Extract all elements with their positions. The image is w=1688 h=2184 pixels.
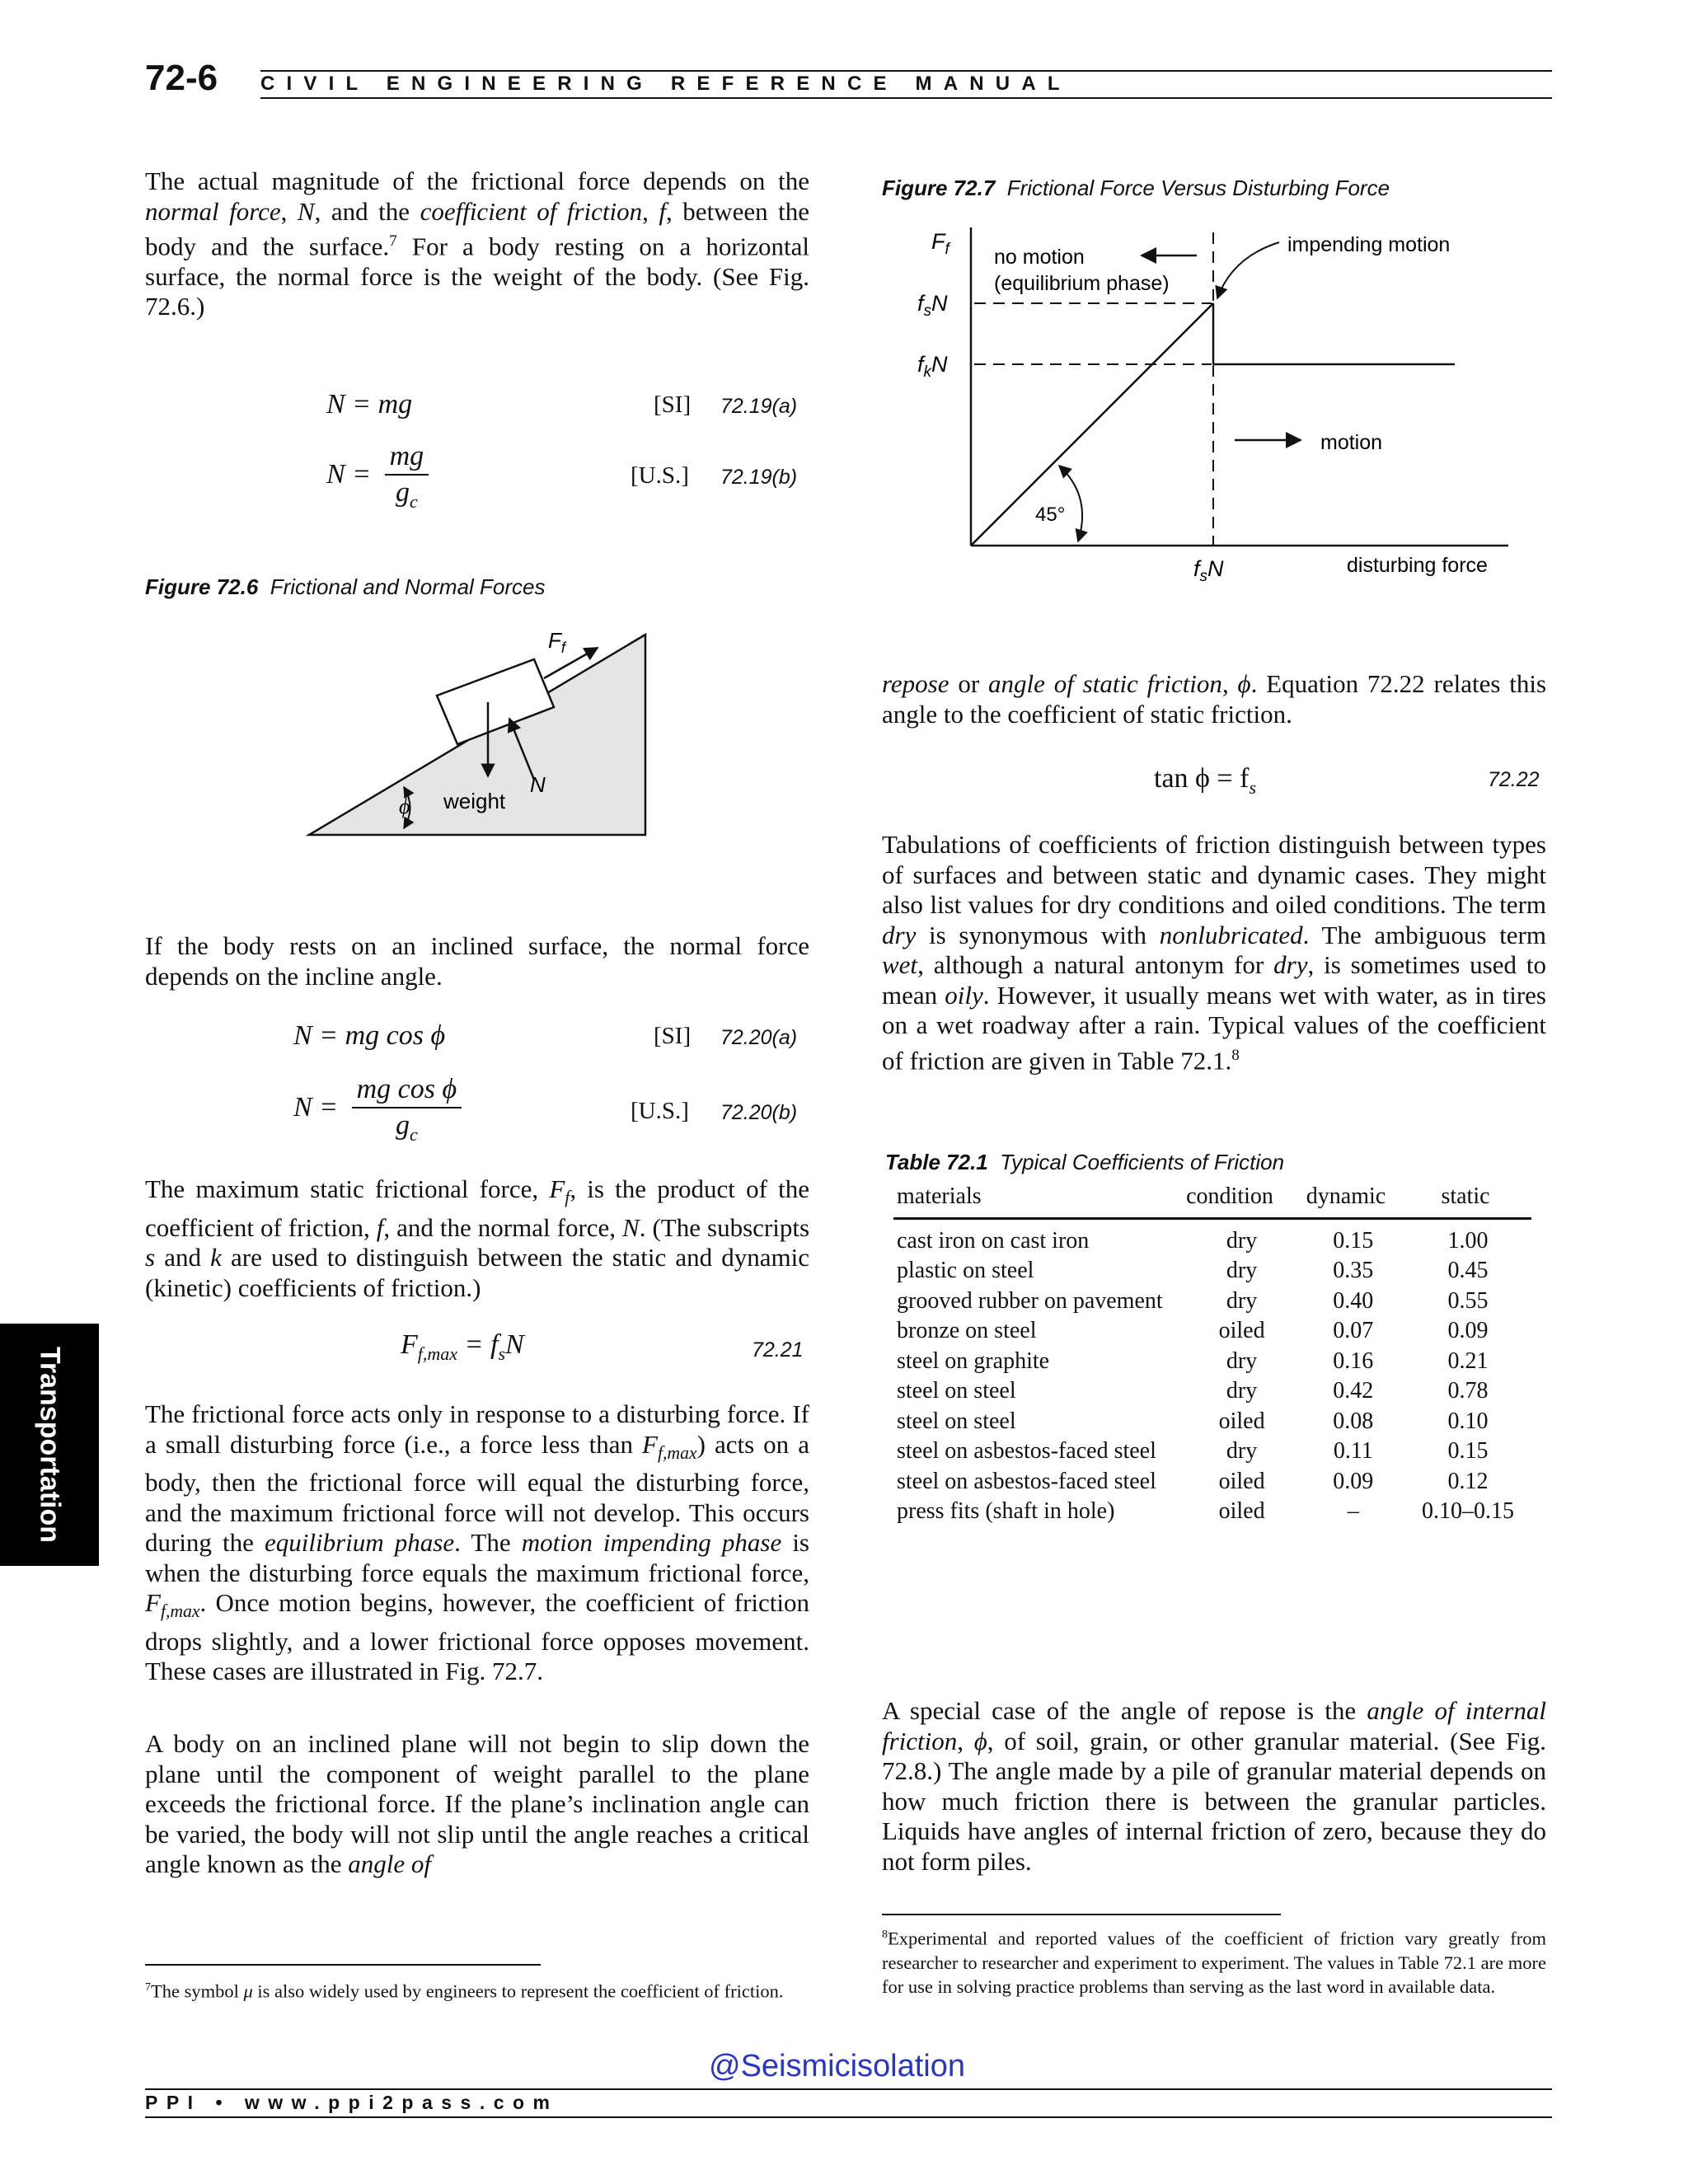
ff-axis-label: $F_f$	[931, 229, 950, 258]
table-header-row	[897, 1182, 1530, 1212]
table-row	[897, 1407, 1530, 1437]
header-materials: materials	[897, 1183, 982, 1209]
table-body	[897, 1226, 1530, 1527]
fraction-denominator	[385, 476, 429, 513]
weight-label: weight	[443, 789, 506, 813]
figure-72-7-caption	[882, 176, 1390, 201]
footer-rule-top	[145, 2088, 1552, 2090]
equation-72-20b	[293, 1074, 462, 1146]
cell-condition: dry	[1226, 1227, 1258, 1254]
den-base: g	[395, 1110, 410, 1141]
running-title: CIVIL ENGINEERING REFERENCE MANUAL	[260, 73, 1071, 95]
equation-72-19b	[326, 441, 429, 513]
side-tab	[0, 1324, 99, 1566]
caption-label: Figure 72.6	[145, 574, 259, 599]
cell-materials: cast iron on cast iron	[897, 1227, 1090, 1254]
no-motion-label: no motion	[994, 246, 1085, 269]
page-number: 72-6	[145, 58, 218, 98]
equilibrium-line	[971, 303, 1213, 546]
fkn-axis-label: $f_kN$	[917, 352, 948, 381]
unit-us: [U.S.]	[631, 1098, 689, 1124]
cell-materials: steel on steel	[897, 1378, 1016, 1404]
footnote-rule	[145, 1964, 541, 1966]
figure-72-6-caption	[145, 574, 546, 600]
cell-materials: steel on asbestos-faced steel	[897, 1468, 1156, 1494]
table-row	[897, 1316, 1530, 1347]
eq-lhs-sub: f,max	[417, 1343, 458, 1364]
figure-72-6-diagram	[297, 618, 659, 841]
equation-lhs: N =	[293, 1092, 339, 1123]
cell-materials: press fits (shaft in hole)	[897, 1498, 1115, 1524]
eq-rhs: = f	[457, 1329, 499, 1360]
paragraph-max-static: The maximum static frictional force, $F_f$, is the product of the coefficient of friction, f, and the normal force, N. (The subscripts s and k are used to distinguish between the static and dynamic (kinetic) coefficients of friction.)	[145, 1174, 810, 1302]
cell-materials: grooved rubber on pavement	[897, 1287, 1163, 1314]
paragraph-tabulations: Tabulations of coefficients of friction distinguish between types of surfaces and between static and dynamic cases. They might also list values for dry conditions and oiled conditions. The term dry is synonymous with nonlubricated. The ambiguous term wet, although a natural antonym for dry, is sometimes used to mean oily. However, it usually means wet with water, as in tires on a wet roadway after a rain. Typical values of the coefficient of friction are given in Table 72.1.$^8$	[882, 830, 1546, 1075]
table-header-rule	[893, 1217, 1531, 1220]
fraction-numerator: mg	[385, 441, 429, 476]
table-row	[897, 1436, 1530, 1467]
caption-text: Frictional and Normal Forces	[270, 574, 546, 599]
cell-dynamic: 0.42	[1333, 1378, 1374, 1404]
table-row	[897, 1286, 1530, 1317]
figure-72-7-diagram	[882, 216, 1525, 595]
cell-condition: oiled	[1218, 1468, 1265, 1494]
eq-lhs-sub: s	[1249, 776, 1256, 798]
paragraph-repose: repose or angle of static friction, ϕ. Equation 72.22 relates this angle to the coefficient of static friction.	[882, 669, 1547, 729]
ff-label: $F_f$	[548, 628, 565, 656]
eq-rhs-sub: s	[498, 1343, 505, 1364]
cell-condition: oiled	[1218, 1408, 1265, 1434]
motion-label: motion	[1320, 431, 1383, 454]
cell-dynamic: –	[1347, 1498, 1359, 1524]
n-label: N	[530, 772, 546, 797]
cell-dynamic: 0.40	[1333, 1287, 1374, 1314]
equation-72-21	[401, 1329, 524, 1365]
fraction-denominator	[352, 1108, 462, 1146]
equation-lhs: N =	[326, 459, 372, 490]
table-row	[897, 1497, 1530, 1527]
cell-condition: oiled	[1218, 1498, 1265, 1524]
caption-label: Figure 72.7	[882, 176, 996, 200]
header-dynamic: dynamic	[1306, 1183, 1386, 1209]
cell-static: 0.78	[1447, 1378, 1489, 1404]
cell-dynamic: 0.35	[1333, 1258, 1374, 1283]
watermark: @Seismicisolation	[709, 2049, 966, 2083]
cell-static: 1.00	[1447, 1227, 1489, 1254]
caption-text: Typical Coefficients of Friction	[1000, 1150, 1285, 1174]
phi-label: ϕ	[399, 794, 410, 818]
cell-static: 0.55	[1447, 1287, 1489, 1314]
cell-static: 0.21	[1447, 1347, 1489, 1374]
x-axis-label: disturbing force	[1347, 554, 1488, 577]
cell-dynamic: 0.07	[1333, 1318, 1374, 1343]
footnote-rule	[882, 1914, 1281, 1915]
impending-leader	[1217, 242, 1279, 298]
table-row	[897, 1376, 1530, 1407]
caption-label: Table 72.1	[885, 1150, 988, 1174]
equation-72-20a: N = mg cos ϕ	[293, 1020, 446, 1051]
footer-text: PPI • www.ppi2pass.com	[145, 2092, 559, 2113]
table-72-1-caption	[885, 1150, 1284, 1175]
equation-72-19a: N = mg	[326, 389, 413, 419]
cell-static: 0.09	[1447, 1318, 1489, 1343]
header-condition: condition	[1186, 1183, 1273, 1209]
paragraph-inclined-plane: A body on an inclined plane will not begin to slip down the plane until the component of weight parallel to the plane exceeds the frictional force. If the plane’s inclination angle can be varied, the body will not slip until the angle reaches a critical angle known as the angle of	[145, 1729, 809, 1878]
cell-dynamic: 0.09	[1333, 1468, 1374, 1494]
header-rule-bottom	[260, 97, 1552, 99]
equation-number: 72.19(a)	[720, 395, 798, 418]
equation-number: 72.21	[752, 1338, 804, 1361]
cell-condition: dry	[1226, 1287, 1258, 1314]
cell-materials: steel on asbestos-faced steel	[897, 1438, 1156, 1464]
eq-lhs: F	[401, 1329, 418, 1360]
paragraph-disturbing-force: The frictional force acts only in response to a disturbing force. If a small disturbing force (i.e., a force less than $F_{f,max}$) acts on a body, then the frictional force will equal the disturbing force, and the maximum frictional force will not develop. This occurs during the equilibrium phase. The motion impending phase is when the disturbing force equals the maximum frictional force, $F_{f,max}$. Once motion begins, however, the coefficient of friction drops slightly, and a lower frictional force opposes movement. These cases are illustrated in Fig. 72.7.	[145, 1399, 809, 1686]
angle-label: 45°	[1035, 504, 1066, 526]
table-row	[897, 1256, 1530, 1286]
cell-dynamic: 0.16	[1333, 1347, 1374, 1374]
cell-static: 0.12	[1447, 1468, 1489, 1494]
den-sub: c	[410, 490, 418, 512]
footnote-7: $^7$The symbol μ is also widely used by engineers to represent the coefficient of friction.	[145, 1980, 784, 2002]
unit-si: [SI]	[654, 1023, 692, 1049]
den-sub: c	[409, 1123, 418, 1145]
paragraph-normal-force: The actual magnitude of the frictional force depends on the normal force, N, and the coefficient of friction, f, between the body and the surface.$^7$ For a body resting on a horizontal surface, the normal force is the weight of the body. (See Fig. 72.6.)	[145, 166, 809, 321]
footnote-8: $^8$Experimental and reported values of the coefficient of friction vary greatly from researcher to researcher and experiment to experiment. The values in Table 72.1 are more for use in solving practice problems than serving as the last word in available data.	[882, 1928, 1546, 1997]
fraction	[385, 441, 429, 513]
equation-number: 72.22	[1488, 768, 1540, 791]
fsn-x-label: $f_sN$	[1193, 556, 1224, 585]
footer-rule-bottom	[145, 2116, 1552, 2118]
impending-label: impending motion	[1287, 233, 1451, 256]
cell-condition: oiled	[1218, 1318, 1265, 1343]
paragraph-internal-friction: A special case of the angle of repose is the angle of internal friction, ϕ, of soil, grain, or other granular material. (See Fig. 72.8.) The angle made by a pile of granular material depends on how much friction there is between the granular particles. Liquids have angles of internal friction of zero, because they do not form piles.	[882, 1696, 1547, 1876]
cell-static: 0.10	[1447, 1408, 1489, 1434]
cell-static: 0.15	[1447, 1438, 1489, 1464]
cell-materials: steel on graphite	[897, 1347, 1050, 1374]
equation-number: 72.20(b)	[720, 1101, 798, 1124]
cell-condition: dry	[1226, 1438, 1258, 1464]
cell-dynamic: 0.11	[1333, 1438, 1373, 1464]
caption-text: Frictional Force Versus Disturbing Force	[1006, 176, 1390, 200]
table-row	[897, 1467, 1530, 1497]
cell-dynamic: 0.08	[1333, 1408, 1374, 1434]
cell-materials: plastic on steel	[897, 1258, 1034, 1283]
den-base: g	[396, 477, 410, 508]
header-static: static	[1441, 1183, 1490, 1209]
cell-condition: dry	[1226, 1258, 1258, 1283]
fraction	[352, 1074, 462, 1146]
side-tab-label: Transportation	[34, 1346, 66, 1544]
header-rule-top	[260, 70, 1552, 72]
cell-dynamic: 0.15	[1333, 1227, 1374, 1254]
equation-number: 72.19(b)	[720, 466, 798, 489]
eq-lhs: tan ϕ = f	[1154, 763, 1250, 794]
paragraph-incline: If the body rests on an inclined surface, the normal force depends on the incline angle.	[145, 931, 809, 991]
unit-us: [U.S.]	[631, 462, 689, 489]
table-row	[897, 1347, 1530, 1377]
unit-si: [SI]	[654, 391, 692, 418]
friction-table	[897, 1182, 1530, 1527]
table	[897, 1182, 1530, 1212]
cell-static: 0.10–0.15	[1422, 1498, 1515, 1524]
equilibrium-label: (equilibrium phase)	[994, 272, 1170, 295]
cell-condition: dry	[1226, 1347, 1258, 1374]
cell-materials: bronze on steel	[897, 1318, 1037, 1343]
equation-number: 72.20(a)	[720, 1026, 798, 1049]
eq-rhs-end: N	[505, 1329, 524, 1360]
cell-condition: dry	[1226, 1378, 1258, 1404]
equation-72-22	[1154, 763, 1256, 799]
cell-static: 0.45	[1447, 1258, 1489, 1283]
cell-materials: steel on steel	[897, 1408, 1016, 1434]
fraction-numerator: mg cos ϕ	[352, 1074, 462, 1108]
fsn-axis-label: $f_sN$	[917, 291, 948, 320]
table-row	[897, 1226, 1530, 1257]
